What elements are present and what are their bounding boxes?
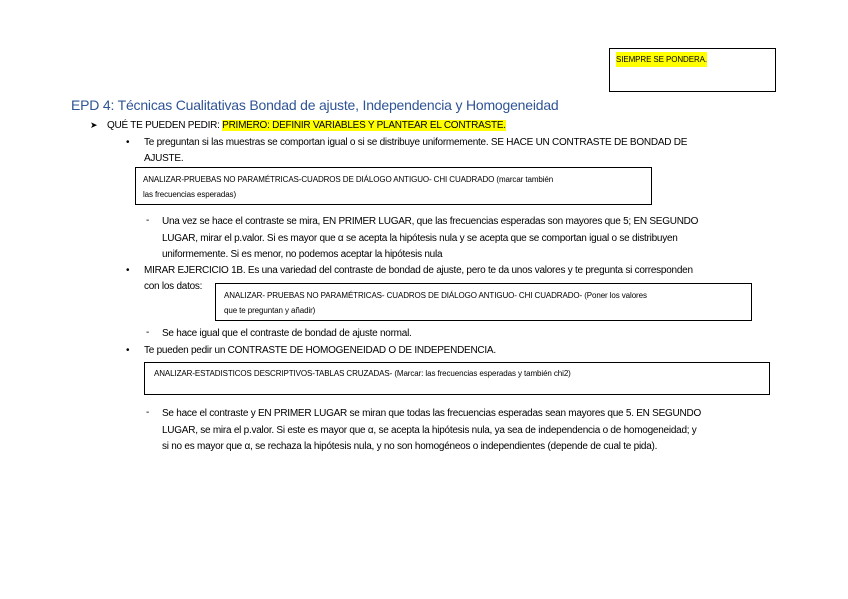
section-heading <box>107 118 506 134</box>
note-box <box>609 48 776 92</box>
note-text: SIEMPRE SE PONDERA. <box>616 52 707 67</box>
bullet1-line1: Te preguntan si las muestras se comportan igual o si se distribuye uniformemente. SE HACE UN CONTRASTE DE BONDAD DE <box>144 137 688 148</box>
bullet2-sub-line1: Se hace igual que el contraste de bondad de ajuste normal. <box>162 328 412 339</box>
arrow-bullet-icon: ➤ <box>90 120 98 130</box>
box2-line2: que te preguntan y añadir) <box>224 306 316 315</box>
bullet-icon: • <box>126 137 130 148</box>
bullet3-line1: Te pueden pedir un CONTRASTE DE HOMOGENEIDAD O DE INDEPENDENCIA. <box>144 345 496 356</box>
box2-line1: ANALIZAR- PRUEBAS NO PARAMÉTRICAS- CUADROS DE DIÁLOGO ANTIGUO- CHI CUADRADO- (Poner los valores <box>224 291 647 300</box>
dash-icon: - <box>146 215 150 226</box>
box1-line2: las frecuencias esperadas) <box>143 190 237 199</box>
document-title: EPD 4: Técnicas Cualitativas Bondad de ajuste, Independencia y Homogeneidad <box>71 97 559 113</box>
bullet3-sub-line1: Se hace el contraste y EN PRIMER LUGAR se miran que todas las frecuencias esperadas sean mayores que 5. EN SEGUNDO <box>162 408 701 419</box>
bullet2-line1: MIRAR EJERCICIO 1B. Es una variedad del contraste de bondad de ajuste, pero te da unos valores y te pregunta si corresponden <box>144 265 693 276</box>
box1-line1: ANALIZAR-PRUEBAS NO PARAMÉTRICAS-CUADROS DE DIÁLOGO ANTIGUO- CHI CUADRADO (marcar también <box>143 175 554 184</box>
bullet-icon: • <box>126 345 130 356</box>
box3-line1: ANALIZAR-ESTADISTICOS DESCRIPTIVOS-TABLAS CRUZADAS- (Marcar: las frecuencias esperadas y también chi2) <box>154 369 571 378</box>
bullet3-sub-line3: si no es mayor que α, se rechaza la hipótesis nula, y no son homogéneos o independientes (depende de cual te pida). <box>162 441 658 452</box>
bullet3-sub-line2: LUGAR, se mira el p.valor. Si este es mayor que α, se acepta la hipótesis nula, ya sea de independencia o de homogeneidad; y <box>162 425 697 436</box>
spss-path-box-1 <box>135 167 652 205</box>
bullet1-sub-line3: uniformemente. Si es menor, no podemos aceptar la hipótesis nula <box>162 249 443 260</box>
bullet-icon: • <box>126 265 130 276</box>
heading-highlight: PRIMERO: DEFINIR VARIABLES Y PLANTEAR EL CONTRASTE. <box>222 120 506 131</box>
heading-prefix: QUÉ TE PUEDEN PEDIR: <box>107 120 223 131</box>
dash-icon: - <box>146 407 150 418</box>
bullet1-line2: AJUSTE. <box>144 153 184 164</box>
spss-path-box-2 <box>215 283 752 321</box>
bullet1-sub-line2: LUGAR, mirar el p.valor. Si es mayor que α se acepta la hipótesis nula y se acepta que se comportan igual o se distribuyen <box>162 233 678 244</box>
bullet2-line2: con los datos: <box>144 281 203 292</box>
bullet1-sub-line1: Una vez se hace el contraste se mira, EN PRIMER LUGAR, que las frecuencias esperadas son mayores que 5; EN SEGUNDO <box>162 216 699 227</box>
spss-path-box-3 <box>144 362 770 395</box>
dash-icon: - <box>146 327 150 338</box>
